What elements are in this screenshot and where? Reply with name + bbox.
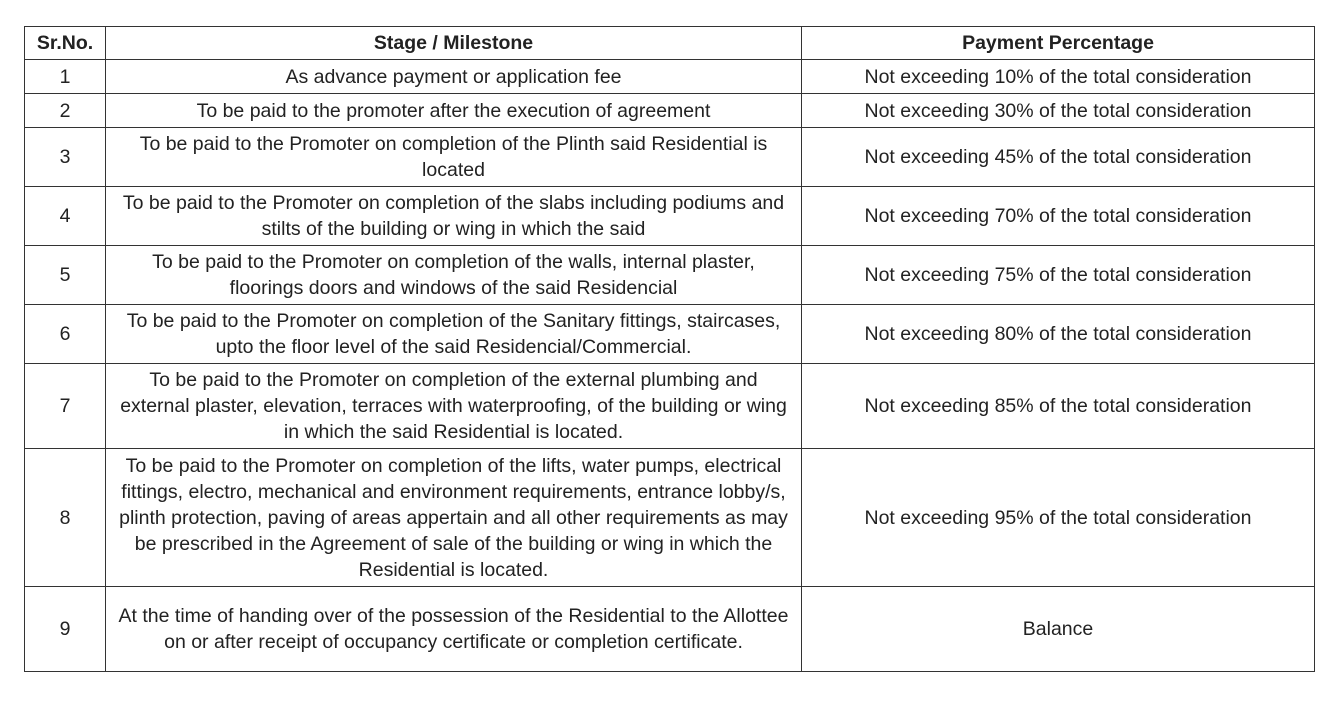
payment-schedule-table (24, 26, 1315, 672)
sr-no-cell: 9 (25, 587, 106, 672)
payment-cell: Not exceeding 80% of the total consideration (802, 305, 1315, 364)
table-row (25, 246, 1315, 305)
table-row (25, 449, 1315, 587)
payment-cell: Not exceeding 70% of the total consideration (802, 187, 1315, 246)
sr-no-cell: 5 (25, 246, 106, 305)
payment-cell: Not exceeding 95% of the total consideration (802, 449, 1315, 587)
payment-cell: Not exceeding 10% of the total consideration (802, 60, 1315, 94)
sr-no-cell: 8 (25, 449, 106, 587)
stage-cell: To be paid to the Promoter on completion of the Plinth said Residential is located (106, 128, 802, 187)
sr-no-cell: 4 (25, 187, 106, 246)
sr-no-cell: 6 (25, 305, 106, 364)
sr-no-cell: 3 (25, 128, 106, 187)
stage-cell: To be paid to the Promoter on completion of the external plumbing and external plaster, elevation, terraces with waterproofing, of the building or wing in which the said Residential is located. (106, 364, 802, 449)
table-header (25, 27, 1315, 60)
stage-cell: To be paid to the Promoter on completion of the slabs including podiums and stilts of the building or wing in which the said (106, 187, 802, 246)
table-row (25, 587, 1315, 672)
payment-cell: Not exceeding 45% of the total consideration (802, 128, 1315, 187)
sr-no-cell: 1 (25, 60, 106, 94)
table-row (25, 128, 1315, 187)
stage-cell: To be paid to the promoter after the execution of agreement (106, 94, 802, 128)
sr-no-cell: 2 (25, 94, 106, 128)
header-stage-milestone: Stage / Milestone (106, 27, 802, 60)
table-body (25, 60, 1315, 672)
payment-cell: Not exceeding 85% of the total consideration (802, 364, 1315, 449)
stage-cell: To be paid to the Promoter on completion of the lifts, water pumps, electrical fittings, electro, mechanical and environment requirements, entrance lobby/s, plinth protection, paving of areas appertain and all other requirements as may be prescribed in the Agreement of sale of the building or wing in which the Residential is located. (106, 449, 802, 587)
header-sr-no: Sr.No. (25, 27, 106, 60)
stage-cell: As advance payment or application fee (106, 60, 802, 94)
payment-cell: Not exceeding 30% of the total consideration (802, 94, 1315, 128)
table-row (25, 187, 1315, 246)
table-row (25, 364, 1315, 449)
header-payment-percentage: Payment Percentage (802, 27, 1315, 60)
payment-cell: Not exceeding 75% of the total consideration (802, 246, 1315, 305)
table-row (25, 94, 1315, 128)
sr-no-cell: 7 (25, 364, 106, 449)
header-row (25, 27, 1315, 60)
table-row (25, 305, 1315, 364)
stage-cell: To be paid to the Promoter on completion of the Sanitary fittings, staircases, upto the floor level of the said Residencial/Commercial. (106, 305, 802, 364)
stage-cell: To be paid to the Promoter on completion of the walls, internal plaster, floorings doors and windows of the said Residencial (106, 246, 802, 305)
payment-cell: Balance (802, 587, 1315, 672)
stage-cell: At the time of handing over of the possession of the Residential to the Allottee on or after receipt of occupancy certificate or completion certificate. (106, 587, 802, 672)
table-row (25, 60, 1315, 94)
